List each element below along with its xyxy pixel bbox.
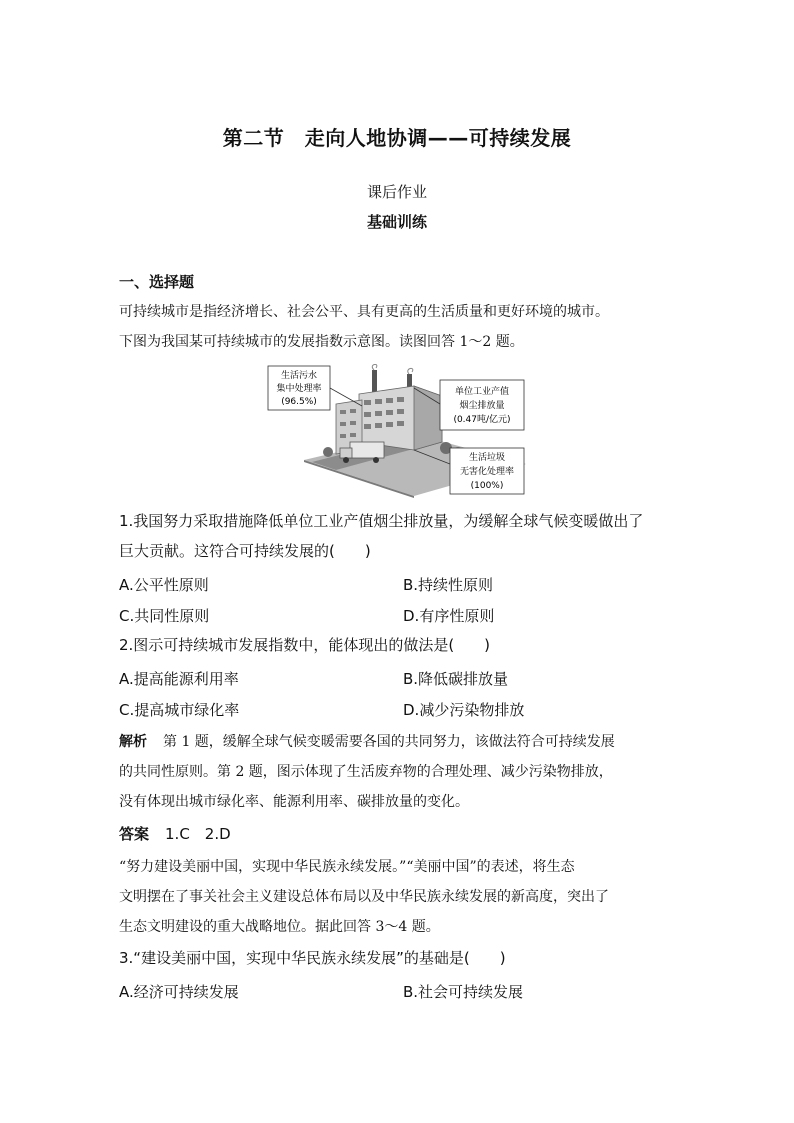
smoke-left: [372, 364, 377, 370]
tree-3: [323, 447, 333, 457]
answer-label: 答案: [119, 825, 150, 843]
label-garbage-line-2: 无害化处理率: [459, 467, 515, 477]
q2-option-b[interactable]: B.降低碳排放量: [403, 670, 509, 688]
analysis-line-3: 没有体现出城市绿化率、能源利用率、碳排放量的变化。: [119, 794, 469, 810]
q3-option-a[interactable]: A.经济可持续发展: [119, 983, 239, 1001]
intro2-line-2: 文明摆在了事关社会主义建设总体布局以及中华民族永续发展的新高度，突出了: [119, 889, 609, 905]
subtitle-basic-training: 基础训练: [366, 213, 427, 231]
label-dust-line-1: 单位工业产值: [454, 387, 510, 397]
analysis-line-1: [119, 728, 679, 756]
q1-line-1: 1.我国努力采取措施降低单位工业产值烟尘排放量，为缓解全球气候变暖做出了: [119, 512, 644, 530]
smoke-right: [408, 368, 413, 374]
label-sewage-line-2: 集中处理率: [276, 384, 322, 394]
label-sewage-line-1: 生活污水: [280, 371, 318, 381]
label-garbage-line-3: (100%): [470, 481, 504, 491]
analysis-line-2: 的共同性原则。第 2 题，图示体现了生活废弃物的合理处理、减少污染物排放，: [119, 764, 613, 780]
label-sewage-line-3: (96.5%): [281, 397, 317, 407]
city-illustration: [264, 364, 528, 498]
label-garbage-line-1: 生活垃圾: [468, 453, 506, 463]
q2-option-c[interactable]: C.提高城市绿化率: [119, 701, 240, 719]
building-main-side: [414, 386, 442, 450]
intro2-line-1: “努力建设美丽中国，实现中华民族永续发展。”“美丽中国”的表述，将生态: [119, 859, 575, 875]
q2-option-d[interactable]: D.减少污染物排放: [403, 701, 525, 719]
page-title: 第二节 走向人地协调——可持续发展: [222, 126, 572, 150]
answer-line: [119, 823, 231, 844]
analysis-label: 解析: [119, 734, 147, 750]
q1-option-d[interactable]: D.有序性原则: [403, 607, 495, 625]
truck-cab: [340, 448, 352, 458]
q2-line-1: 2.图示可持续城市发展指数中，能体现出的做法是( ): [119, 636, 491, 654]
q3-option-b[interactable]: B.社会可持续发展: [403, 983, 524, 1001]
section-heading: 一、选择题: [119, 273, 195, 291]
subtitle-homework: 课后作业: [366, 183, 427, 201]
intro-line-2: 下图为我国某可持续城市的发展指数示意图。读图回答 1～2 题。: [119, 334, 524, 350]
intro-line-1: 可持续城市是指经济增长、社会公平、具有更高的生活质量和更好环境的城市。: [119, 304, 609, 320]
q2-option-a[interactable]: A.提高能源利用率: [119, 670, 239, 688]
wheel-front: [343, 457, 349, 463]
intro2-line-3: 生态文明建设的重大战略地位。据此回答 3～4 题。: [119, 919, 440, 935]
analysis-text-1: 第 1 题，缓解全球气候变暖需要各国的共同努力，该做法符合可持续发展: [163, 734, 615, 750]
label-dust-line-3: (0.47吨/亿元): [453, 415, 511, 425]
q1-line-2: 巨大贡献。这符合可持续发展的( ): [119, 542, 371, 560]
garbage-truck: [350, 442, 384, 458]
label-dust-line-2: 烟尘排放量: [459, 401, 505, 411]
wheel-rear: [373, 457, 379, 463]
q1-option-c[interactable]: C.共同性原则: [119, 607, 210, 625]
q1-option-a[interactable]: A.公平性原则: [119, 576, 209, 594]
city-index-figure: [264, 364, 528, 498]
q1-option-b[interactable]: B.持续性原则: [403, 576, 494, 594]
q3-line-1: 3.“建设美丽中国，实现中华民族永续发展”的基础是( ): [119, 949, 506, 967]
answer-text: 1.C 2.D: [165, 825, 231, 843]
